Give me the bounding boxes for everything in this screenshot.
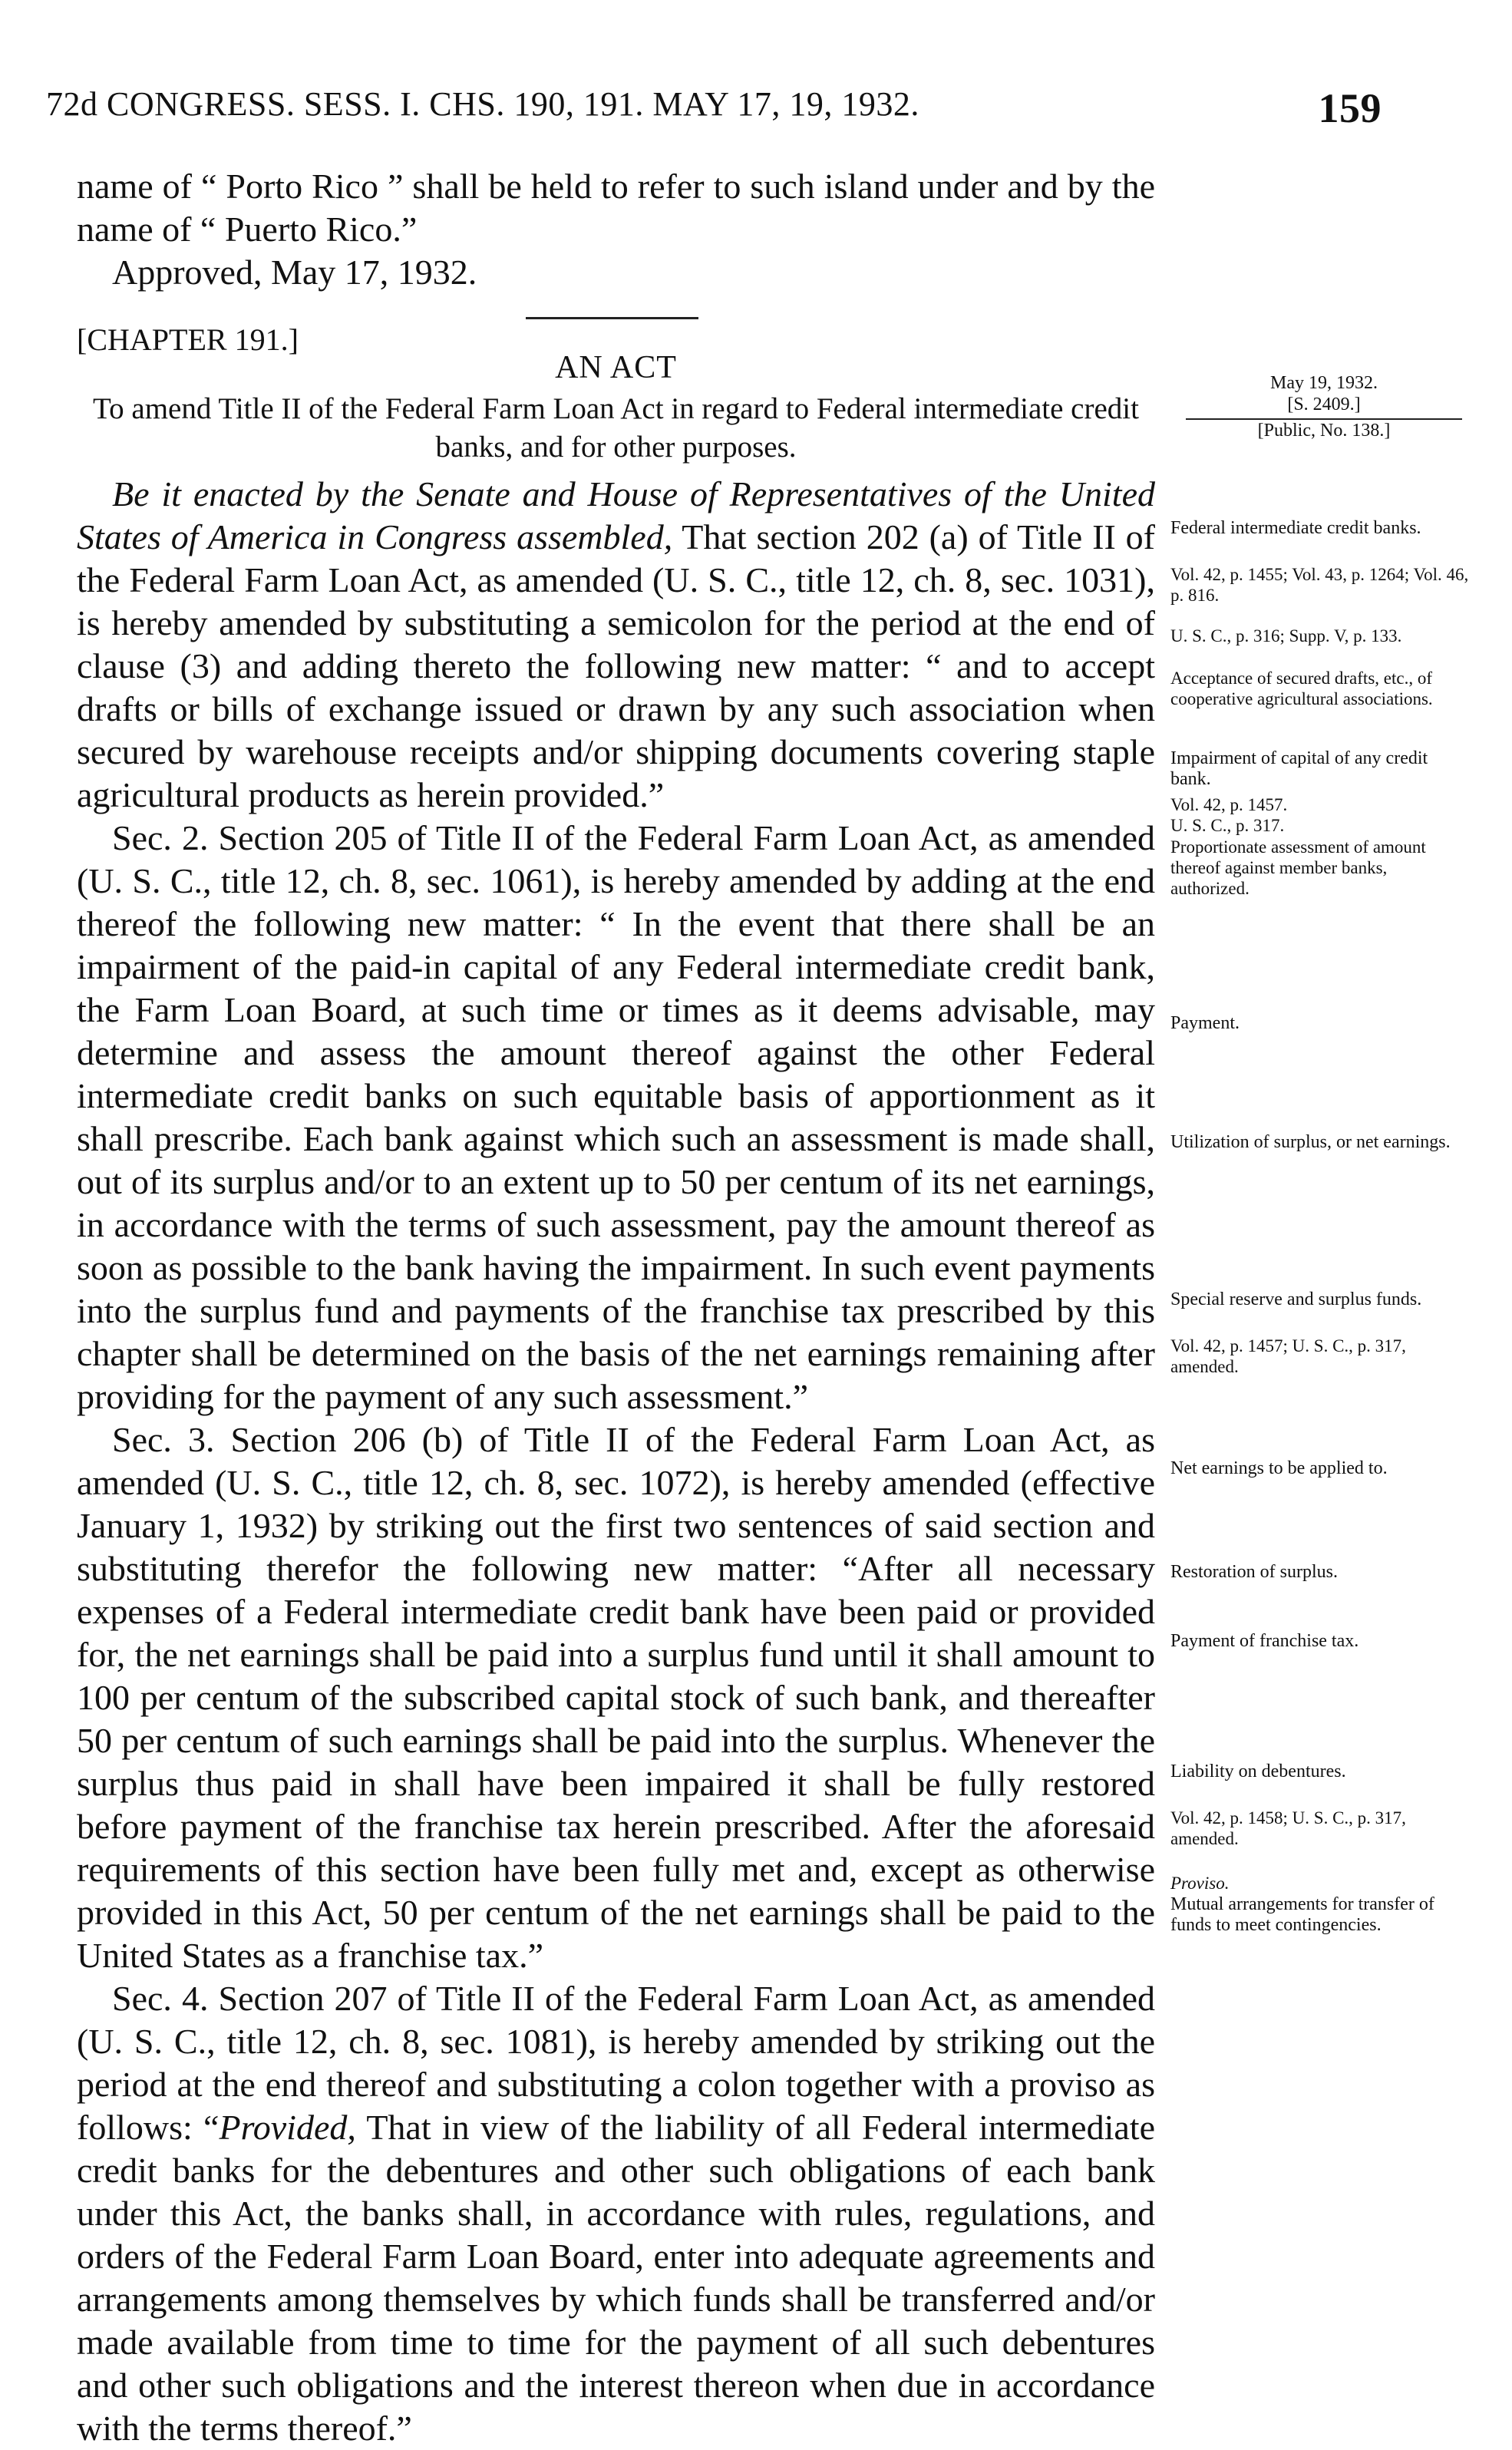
- chapter-header: [77, 317, 1155, 390]
- margin-note: Special reserve and surplus funds.: [1170, 1289, 1422, 1309]
- margin-note: Restoration of surplus.: [1170, 1562, 1338, 1582]
- act-title: To amend Title II of the Federal Farm Loan Act in regard to Federal intermediate credit banks, and for other purposes.: [93, 392, 1139, 464]
- section-3: Sec. 3. Section 206 (b) of Title II of the Federal Farm Loan Act, as amended (U. S. C., title 12, ch. 8, sec. 1072), is hereby amended (effective January 1, 1932) by striking out the first two sentences of said section and substituting therefor the following new matter: “After all necessary expenses of a Federal intermediate credit bank have been paid or provided for, the net earnings shall be paid into a surplus fund until it shall amount to 100 per centum of the subscribed capital stock of such bank, and thereafter 50 per centum of such earnings shall be paid into the surplus. Whenever the surplus thus paid in shall have been impaired it shall be fully restored before payment of the franchise tax herein prescribed. After the aforesaid requirements of this section have been fully met and, except as otherwise provided in this Act, 50 per centum of the net earnings shall be paid to the United States as a franchise tax.”: [77, 1420, 1155, 1975]
- margin-note: Utilization of surplus, or net earnings.: [1170, 1132, 1451, 1152]
- running-head-citation: 72d CONGRESS. SESS. I. CHS. 190, 191. MAY 17, 19, 1932.: [46, 85, 919, 123]
- enacting-clause: [77, 473, 1155, 817]
- section-4: [77, 1977, 1155, 2450]
- margin-note: Federal intermediate credit banks.: [1170, 518, 1421, 538]
- section-2: Sec. 2. Section 205 of Title II of the Federal Farm Loan Act, as amended (U. S. C., title 12, ch. 8, sec. 1061), is hereby amended by adding at the end thereof the following new matter: “ In the event that there shall be an impairment of the paid-in capital of any Federal intermediate credit bank, the Farm Loan Board, at such time or times as it deems advisable, may determine and assess the amount thereof against the other Federal intermediate credit banks on such equitable basis of apportionment as it shall prescribe. Each bank against which such an assessment is made shall, out of its surplus and/or to an extent up to 50 per centum of its net earnings, in accordance with the terms of such assessment, pay the amount thereof as soon as possible to the bank having the impairment. In such event payments into the surplus fund and payments of the franchise tax prescribed by this chapter shall be determined on the basis of the net earnings remaining after providing for the payment of any such assessment.”: [77, 818, 1155, 1416]
- public-law-number: [Public, No. 138.]: [1257, 421, 1391, 441]
- margin-note: Payment of franchise tax.: [1170, 1631, 1359, 1651]
- margin-note: Proportionate assessment of amount thereof against member banks, authorized.: [1170, 837, 1426, 898]
- margin-note: Mutual arrangements for transfer of funds to meet contingencies.: [1170, 1894, 1434, 1935]
- page-number: 159: [1318, 85, 1382, 131]
- enactment-date: May 19, 1932.: [1270, 373, 1378, 393]
- margin-note: Payment.: [1170, 1013, 1240, 1033]
- margin-note: Vol. 42, p. 1457; U. S. C., p. 317, amended.: [1170, 1336, 1406, 1376]
- prior-chapter-continuation: name of “ Porto Rico ” shall be held to refer to such island under and by the name of “ Puerto Rico.”: [77, 167, 1155, 249]
- main-text: [77, 165, 1155, 2450]
- margin-note: Liability on debentures.: [1170, 1762, 1346, 1781]
- chapter-label: [CHAPTER 191.]: [77, 322, 299, 357]
- separator-rule: [526, 317, 698, 319]
- margin-note: Acceptance of secured drafts, etc., of cooperative agricultural associations.: [1170, 669, 1433, 708]
- margin-note: U. S. C., p. 317.: [1170, 816, 1285, 835]
- margin-note: Impairment of capital of any credit bank.: [1170, 748, 1428, 789]
- enacting-formula: Be it enacted by the Senate and House of Representatives of the United States of America in Congress assembled,: [77, 474, 1155, 556]
- approval-line: Approved, May 17, 1932.: [112, 253, 477, 292]
- senate-bill-number: [S. 2409.]: [1287, 395, 1361, 414]
- margin-note: Vol. 42, p. 1457.: [1170, 795, 1288, 814]
- margin-note: Vol. 42, p. 1455; Vol. 43, p. 1264; Vol. 46, p. 816.: [1170, 565, 1469, 605]
- margin-note: U. S. C., p. 316; Supp. V, p. 133.: [1170, 626, 1402, 646]
- section-1-text: That section 202 (a) of Title II of the Federal Farm Loan Act, as amended (U. S. C., title 12, ch. 8, sec. 1031), is hereby amended by substituting a semicolon for the period at the end of clause (3) and adding thereto the following new matter: “ and to accept drafts or bills of exchange issued or drawn by any such association when secured by warehouse receipts and/or shipping documents covering staple agricultural products as herein provided.”: [77, 517, 1155, 814]
- margin-note: Vol. 42, p. 1458; U. S. C., p. 317, amended.: [1170, 1808, 1406, 1848]
- proviso-word: Provided,: [219, 2108, 356, 2147]
- margin-note: Proviso.: [1170, 1874, 1230, 1893]
- section-4-text-a: Sec. 4. Section 207 of Title II of the Federal Farm Loan Act, as amended (U. S. C., title 12, ch. 8, sec. 1081), is hereby amended by striking out the period at the end thereof and substituting a colon together with a proviso as follows: “: [77, 1979, 1155, 2147]
- enactment-date-block: [1163, 372, 1485, 441]
- margin-note: Net earnings to be applied to.: [1170, 1458, 1388, 1478]
- section-4-text-b: That in view of the liability of all Federal intermediate credit banks for the debentures and other such obligations of each bank under this Act, the banks shall, in accordance with rules, regulations, and orders of the Federal Farm Loan Board, enter into adequate agreements and arrangements among themselves by which funds shall be transferred and/or made available from time to time for the payment of all such debentures and other such obligations and the interest thereon when due in accordance with the terms thereof.”: [77, 2108, 1155, 2448]
- act-heading: AN ACT: [555, 350, 677, 385]
